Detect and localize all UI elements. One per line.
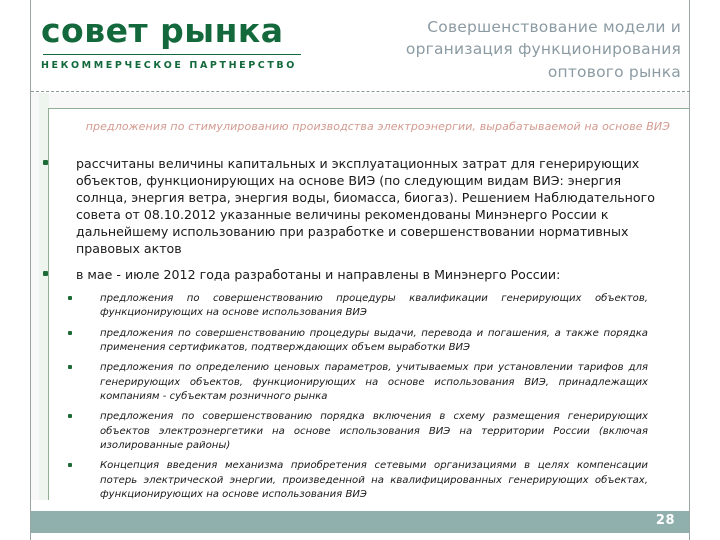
bullet-marker-icon bbox=[43, 160, 48, 165]
page-title: Совершенствование модели и организация функционирования оптового рынка bbox=[405, 18, 681, 81]
sub-bullet-text: предложения по совершенствованию порядка включения в схему размещения генерирующих объектов электроэнергетики на основе использования ВИЭ на территории России (включая изолированные районы) bbox=[100, 411, 648, 451]
sub-bullet-item bbox=[33, 459, 648, 502]
logo-tagline: НЕКОММЕРЧЕСКОЕ ПАРТНЕРСТВО bbox=[41, 59, 297, 71]
bullet-item bbox=[33, 266, 658, 283]
bullet-item bbox=[33, 155, 658, 257]
sub-bullet-text: предложения по совершенствованию процедуры квалификации генерирующих объектов, функционирующих на основе использования ВИЭ bbox=[100, 293, 648, 319]
sub-bullet-item bbox=[33, 327, 648, 356]
sub-bullet-marker-icon bbox=[68, 365, 72, 369]
sub-bullet-marker-icon bbox=[68, 414, 72, 418]
organization-logo bbox=[41, 11, 321, 71]
sub-bullet-text: предложения по определению ценовых параметров, учитываемых при установлении тарифов для генерирующих объектов, функционирующих на основе использования ВИЭ, принадлежащих компаниям - субъектам розничного рынка bbox=[100, 362, 648, 402]
sub-bullet-item bbox=[33, 292, 648, 321]
slide-header bbox=[31, 0, 689, 92]
bullet-text: рассчитаны величины капитальных и эксплуатационных затрат для генерирующих объектов, функционирующих на основе ВИЭ (по следующим видам ВИЭ: энергия солнца, энергия ветра, энергия воды, биомасса, биогаз). Решением Наблюдательного совета от 08.10.2012 указанные величины рекомендованы Минэнерго России к дальнейшему использованию при разработке и совершенствовании нормативных правовых актов bbox=[76, 156, 655, 256]
sub-bullet-text: предложения по совершенствованию процедуры выдачи, перевода и погашения, а также порядка применения сертификатов, подтверждающих объем выработки ВИЭ bbox=[100, 327, 648, 353]
sub-bullet-marker-icon bbox=[68, 296, 72, 300]
header-dashed-divider bbox=[31, 91, 690, 92]
bullet-text: в мае - июле 2012 года разработаны и направлены в Минэнерго России: bbox=[76, 267, 561, 282]
sub-bullet-text: Концепция введения механизма приобретения сетевыми организациями в целях компенсации потерь электрической энергии, произведенной на квалифицированных генерирующих объектах, функционирующих на основе использования ВИЭ bbox=[100, 460, 648, 500]
logo-wordmark: совет рынка bbox=[41, 11, 284, 50]
footer-bar bbox=[31, 511, 689, 533]
sub-bullet-list bbox=[33, 292, 695, 502]
bullet-marker-icon bbox=[43, 271, 48, 276]
sub-bullet-item bbox=[33, 410, 648, 453]
sub-bullet-marker-icon bbox=[68, 463, 72, 467]
sub-bullet-item bbox=[33, 361, 648, 404]
logo-divider bbox=[43, 54, 301, 55]
sub-bullet-marker-icon bbox=[68, 331, 72, 335]
slide-subtitle: предложения по стимулированию производства электроэнергии, вырабатываемой на основе ВИЭ bbox=[85, 120, 670, 133]
page-number: 28 bbox=[655, 513, 675, 528]
bullet-list bbox=[33, 155, 695, 508]
